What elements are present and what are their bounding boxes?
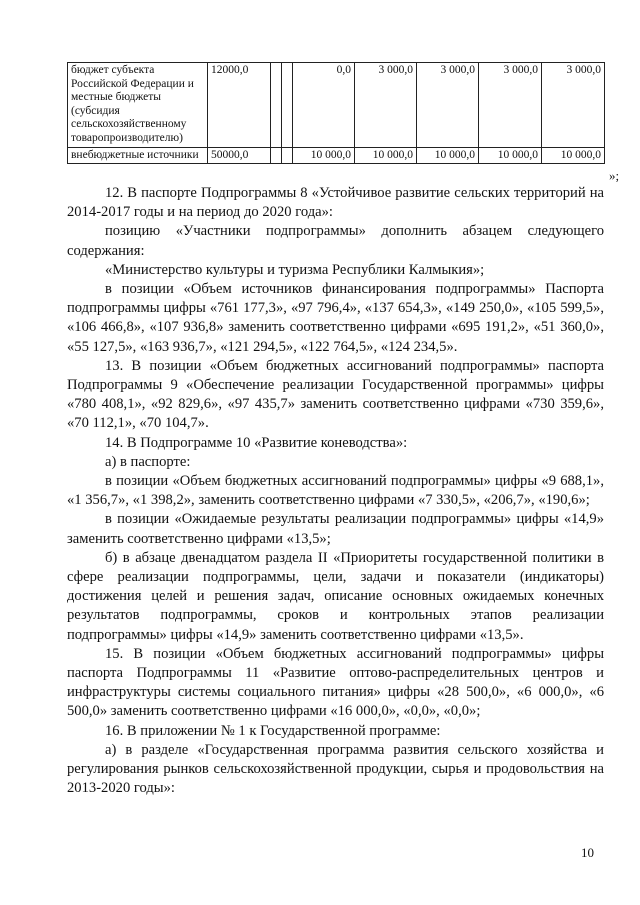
empty-cell <box>271 63 282 148</box>
empty-cell <box>282 63 293 148</box>
value-cell: 3 000,0 <box>355 63 417 148</box>
paragraph: а) в паспорте: <box>105 453 191 470</box>
paragraph: 16. В приложении № 1 к Государственной программе: <box>105 722 441 739</box>
paragraph: в позиции «Объем бюджетных ассигнований подпрограммы» цифры «9 688,1», «1 356,7», «1 398,2», заменить соответственно цифрами «7 330,5», «206,7», «190,6»; <box>67 473 604 509</box>
paragraph: б) в абзаце двенадцатом раздела II «Приоритеты государственной политики в сфере реализации подпрограммы, цели, задачи и показатели (индикаторы) достижения целей и решения задач, описание основных ожидаемых конечных результатов подпрограммы, сроков и контрольных этапов реализации подпрограммы» цифры «14,9» заменить соответственно цифрами «13,5». <box>67 549 604 643</box>
page-number: 10 <box>581 845 594 860</box>
funding-source-cell: бюджет субъекта Российской Федерации и местные бюджеты (субсидия сельскохозяйственному товаропроизводителю) <box>68 63 208 148</box>
table-row <box>68 147 605 164</box>
paragraph: 12. В паспорте Подпрограммы 8 «Устойчивое развитие сельских территорий на 2014-2017 годы и на период до 2020 года»: <box>67 185 604 221</box>
total-cell: 12000,0 <box>208 63 271 148</box>
value-cell: 3 000,0 <box>417 63 479 148</box>
value-cell: 10 000,0 <box>479 147 542 164</box>
paragraph: в позиции «Объем источников финансирования подпрограммы» Паспорта подпрограммы цифры «761 177,3», «97 796,4», «137 654,3», «149 250,0», «105 599,5», «106 466,8», «107 936,8» заменить соответственно цифрами «695 191,2», «51 360,0», «55 127,5», «163 936,7», «121 294,5», «122 764,5», «124 234,5». <box>67 281 604 355</box>
value-cell: 10 000,0 <box>293 147 355 164</box>
paragraph: а) в разделе «Государственная программа развития сельского хозяйства и регулирования рынков сельскохозяйственной продукции, сырья и продовольствия на 2013-2020 годы»: <box>67 741 604 797</box>
paragraph: 15. В позиции «Объем бюджетных ассигнований подпрограммы» цифры паспорта Подпрограммы 11 «Развитие оптово-распределительных центров и инфраструктуры системы социального питания» цифры «28 500,0», «6 000,0», «6 500,0» заменить соответственно цифрами «16 000,0», «0,0», «0,0»; <box>67 645 604 720</box>
paragraph: «Министерство культуры и туризма Республики Калмыкия»; <box>105 261 485 278</box>
value-cell: 10 000,0 <box>542 147 605 164</box>
empty-cell <box>271 147 282 164</box>
budget-table <box>67 62 605 164</box>
document-body <box>67 184 604 799</box>
value-cell: 3 000,0 <box>542 63 605 148</box>
value-cell: 3 000,0 <box>479 63 542 148</box>
empty-cell <box>282 147 293 164</box>
paragraph: в позиции «Ожидаемые результаты реализации подпрограммы» цифры «14,9» заменить соответственно цифрами «13,5»; <box>67 511 604 547</box>
value-cell: 10 000,0 <box>417 147 479 164</box>
table-row <box>68 63 605 148</box>
value-cell: 0,0 <box>293 63 355 148</box>
total-cell: 50000,0 <box>208 147 271 164</box>
paragraph: 13. В позиции «Объем бюджетных ассигнований подпрограммы» паспорта Подпрограммы 9 «Обеспечение реализации Государственной программы» цифры «780 408,1», «92 829,6», «97 435,7» заменить соответственно цифрами «730 359,6», «70 112,1», «70 104,7». <box>67 357 604 432</box>
funding-source-cell: внебюджетные источники <box>68 147 208 164</box>
value-cell: 10 000,0 <box>355 147 417 164</box>
paragraph: 14. В Подпрограмме 10 «Развитие коневодства»: <box>105 434 408 451</box>
paragraph: позицию «Участники подпрограммы» дополнить абзацем следующего содержания: <box>67 223 604 259</box>
table-closing-mark: »; <box>609 168 620 183</box>
